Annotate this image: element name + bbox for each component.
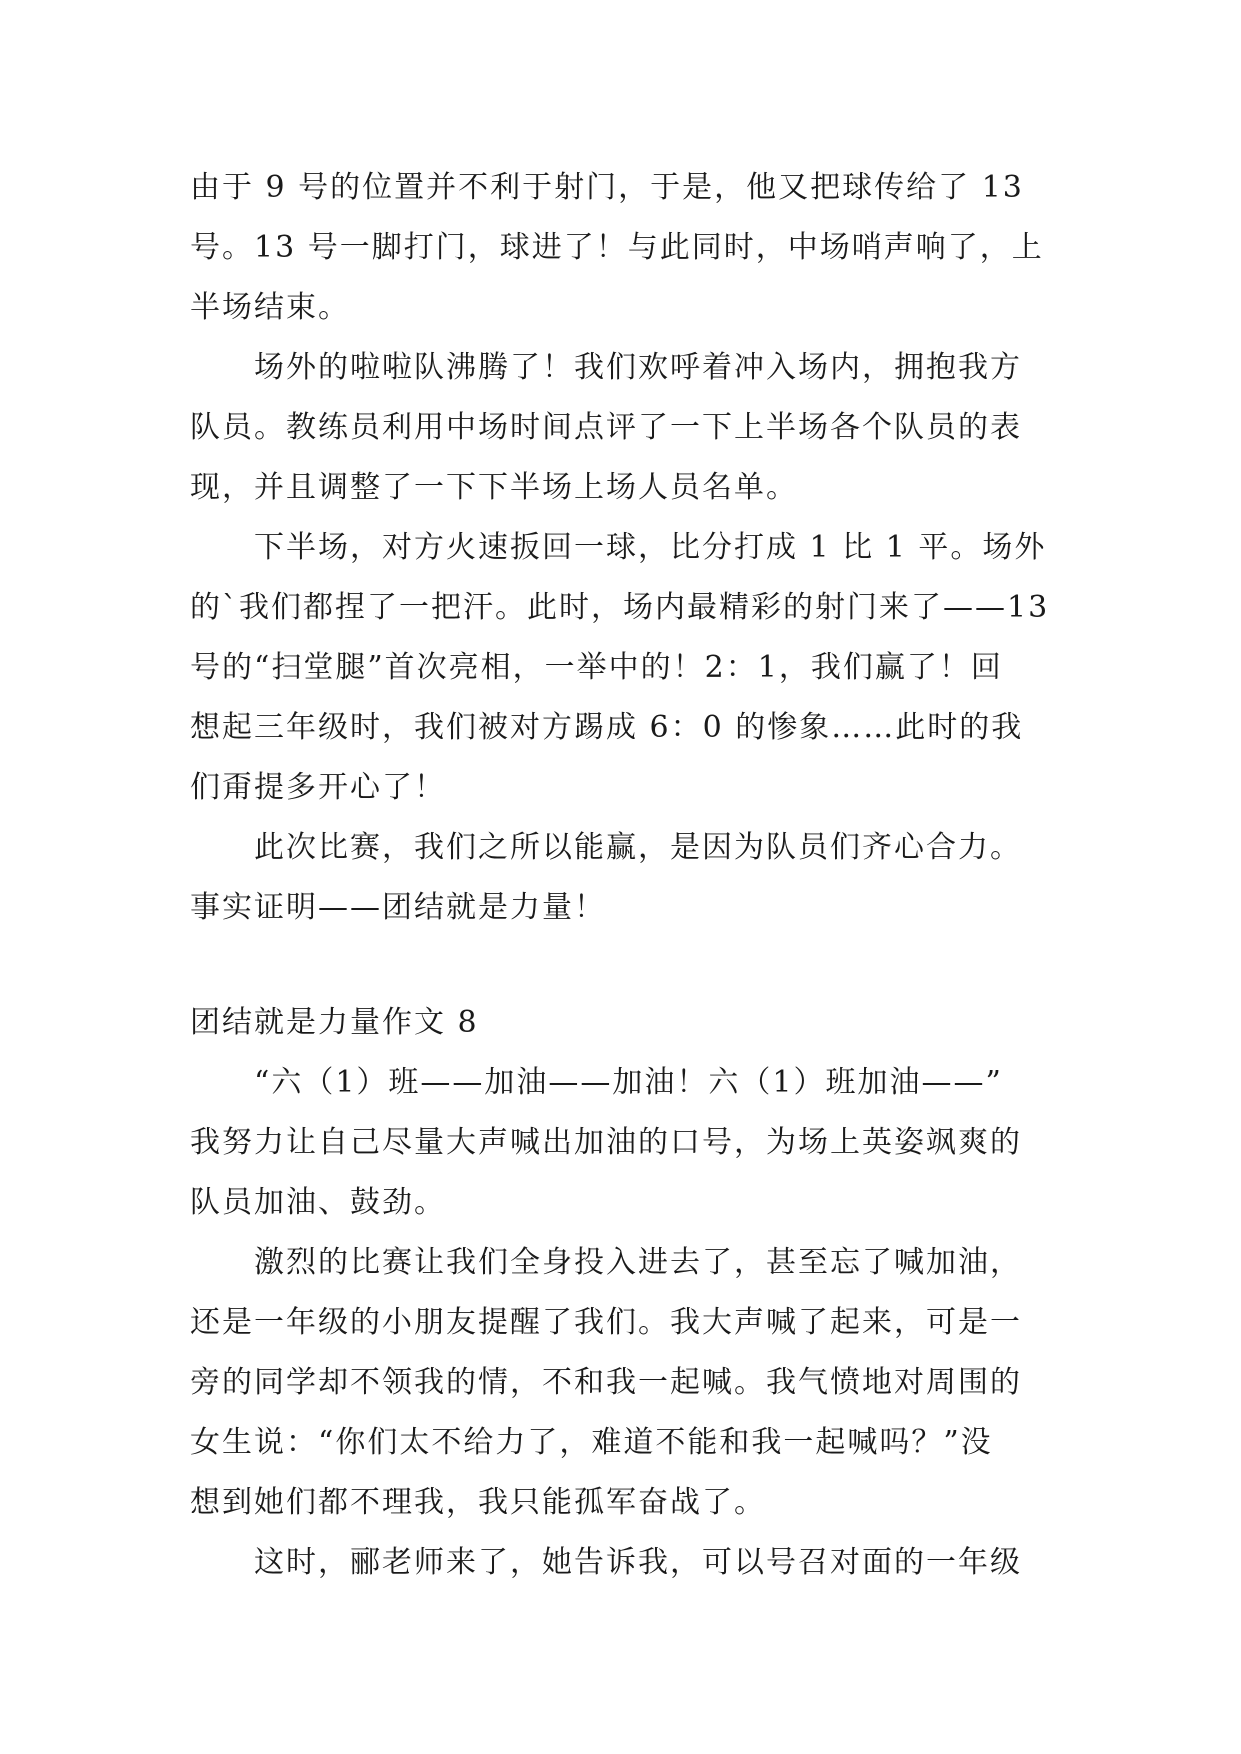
paragraph-first-line: 激烈的比赛让我们全身投入进去了，甚至忘了喊加油，: [254, 1245, 1022, 1280]
text-line: 想到她们都不理我，我只能孤军奋战了。: [190, 1485, 766, 1520]
section-title: 团结就是力量作文 8: [190, 1005, 479, 1040]
paragraph-first-line: 下半场，对方火速扳回一球，比分打成 1 比 1 平。场外: [254, 530, 1047, 565]
text-line: 想起三年级时，我们被对方踢成 6：0 的惨象……此时的我: [190, 710, 1024, 745]
paragraph-first-line: 此次比赛，我们之所以能赢，是因为队员们齐心合力。: [254, 830, 1022, 865]
text-line: 半场结束。: [190, 290, 350, 325]
text-line: 事实证明——团结就是力量！: [190, 890, 606, 925]
text-line: 现，并且调整了一下下半场上场人员名单。: [190, 470, 798, 505]
text-line: 旁的同学却不领我的情，不和我一起喊。我气愤地对周围的: [190, 1365, 1022, 1400]
section-gap: [190, 938, 1070, 993]
paragraph-first-line: “六（1）班——加油——加油！六（1）班加油——”: [254, 1065, 1003, 1100]
text-line: 还是一年级的小朋友提醒了我们。我大声喊了起来，可是一: [190, 1305, 1022, 1340]
text-line: 号。13 号一脚打门，球进了！与此同时，中场哨声响了，上: [190, 230, 1044, 265]
paragraph-first-line: 场外的啦啦队沸腾了！我们欢呼着冲入场内，拥抱我方: [254, 350, 1022, 385]
text-line: 队员。教练员利用中场时间点评了一下上半场各个队员的表: [190, 410, 1022, 445]
text-line: 们甭提多开心了！: [190, 770, 446, 805]
text-line: 的`我们都捏了一把汗。此时，场内最精彩的射门来了——13: [190, 590, 1050, 625]
text-line: 队员加油、鼓劲。: [190, 1185, 446, 1220]
paragraph-first-line: 这时，郦老师来了，她告诉我，可以号召对面的一年级: [254, 1545, 1022, 1580]
document-page: [190, 158, 1070, 1593]
text-line: 号的“扫堂腿”首次亮相，一举中的！2：1，我们赢了！回: [190, 650, 1003, 685]
text-line: 我努力让自己尽量大声喊出加油的口号，为场上英姿飒爽的: [190, 1125, 1022, 1160]
text-line: 女生说：“你们太不给力了，难道不能和我一起喊吗？”没: [190, 1425, 993, 1460]
text-line: 由于 9 号的位置并不利于射门，于是，他又把球传给了 13: [190, 170, 1024, 205]
